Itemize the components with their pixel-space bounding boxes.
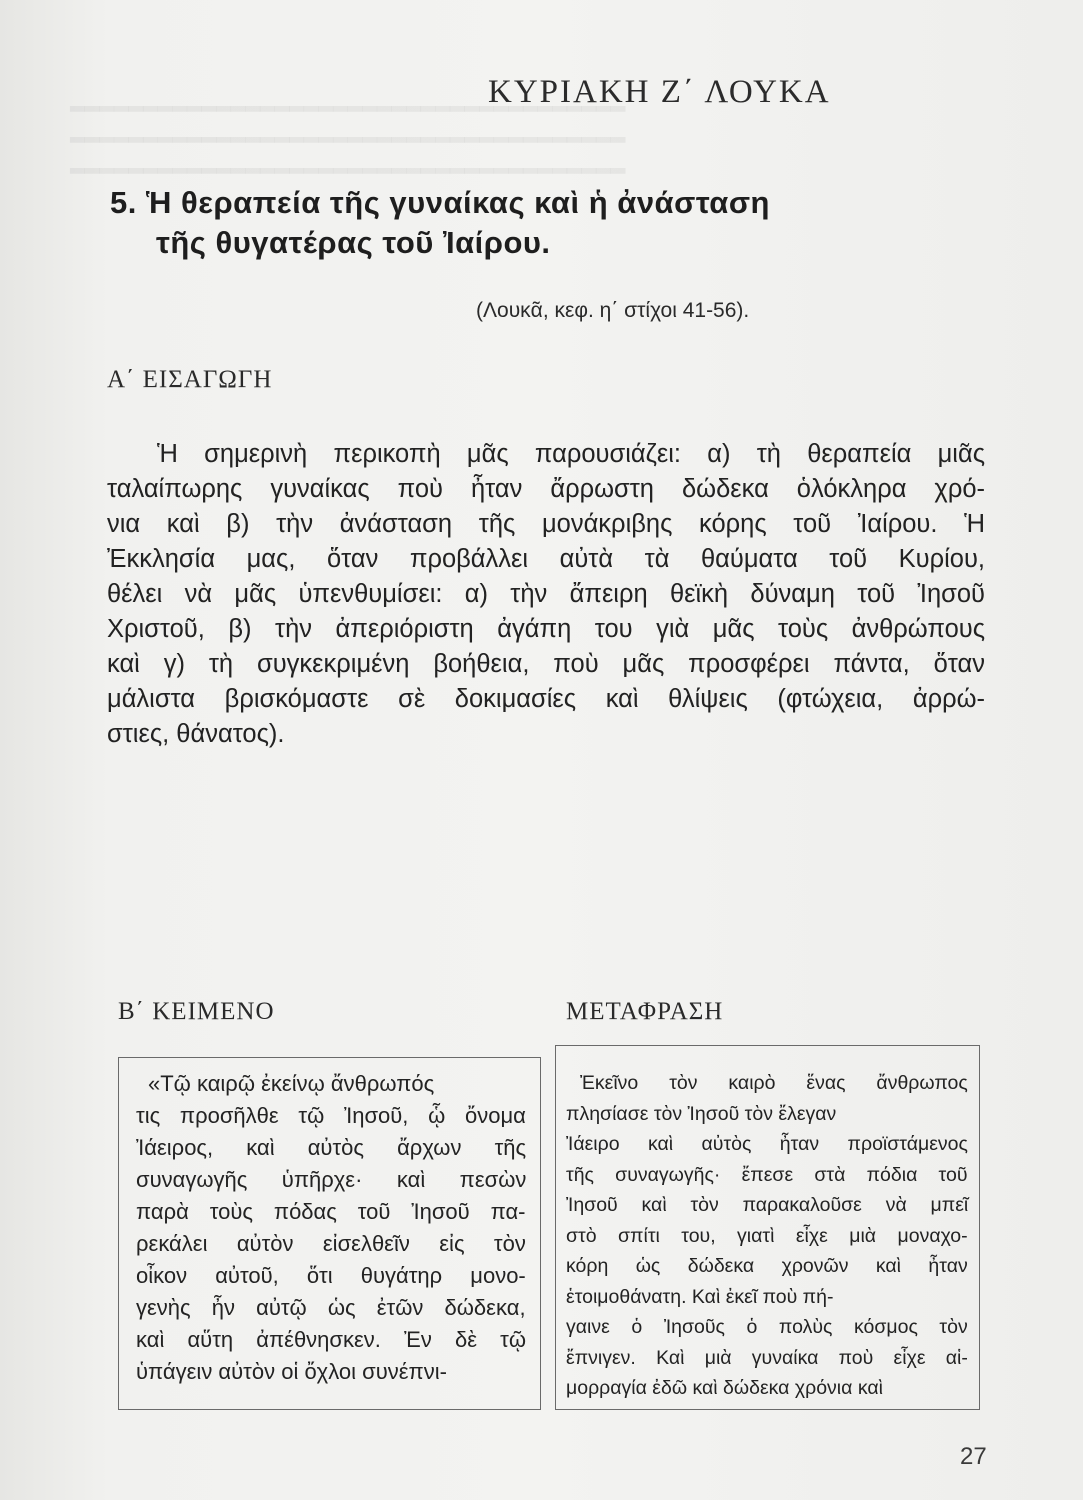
original-line: «Τῷ καιρῷ ἐκείνῳ ἄνθρωπός [148, 1071, 435, 1096]
section-b-heading-translation: ΜΕΤΑΦΡΑΣΗ [566, 998, 724, 1025]
translation-line: ἑτοιμοθάνατη. Καὶ ἐκεῖ ποὺ πή- [566, 1285, 834, 1308]
original-line: γενὴς ἦν αὐτῷ ὡς ἐτῶν δώδεκα, [136, 1295, 526, 1320]
intro-line-text: μάλιστα βρισκόμαστε σὲ δοκιμασίες καὶ θλίψεις (φτώχεια, ἀρρώ- [107, 685, 985, 713]
translation-line: Ἰησοῦ καὶ τὸν παρακαλοῦσε νὰ μπεῖ [566, 1194, 969, 1216]
translation-text-column [566, 1068, 968, 1404]
intro-line [107, 507, 985, 542]
intro-line [107, 437, 985, 472]
running-head: ΚΥΡΙΑΚΗ Ζ΄ ΛΟΥΚΑ [488, 74, 831, 110]
intro-line [107, 577, 985, 612]
section-b-heading-text: Β΄ ΚΕΙΜΕΝΟ [118, 998, 275, 1025]
intro-line-text: καὶ γ) τὴ συγκεκριμένη βοήθεια, ποὺ μᾶς προσφέρει πάντα, ὅταν [107, 650, 985, 678]
intro-line [107, 682, 985, 717]
scripture-reference: (Λουκᾶ, κεφ. η΄ στίχοι 41-56). [476, 299, 750, 322]
translation-line: τῆς συναγωγῆς· ἔπεσε στὰ πόδια τοῦ [566, 1163, 968, 1186]
translation-line: στὸ σπίτι του, γιατὶ εἶχε μιὰ μοναχο- [566, 1224, 968, 1247]
intro-line-text: Ἡ σημερινὴ περικοπὴ μᾶς παρουσιάζει: α) τὴ θεραπεία μιᾶς [157, 440, 985, 468]
original-line: ρεκάλει αὐτὸν εἰσελθεῖν εἰς τὸν [136, 1231, 526, 1256]
translation-line: Ἐκεῖνο τὸν καιρὸ ἕνας ἄνθρωπος [580, 1072, 968, 1094]
intro-line-text: νια καὶ β) τὴν ἀνάσταση τῆς μονάκριβης κόρης τοῦ Ἰαίρου. Ἡ [107, 510, 985, 538]
translation-line: ἔπνιγεν. Καὶ μιὰ γυναίκα ποὺ εἶχε αἱ- [566, 1346, 968, 1369]
original-line: παρὰ τοὺς πόδας τοῦ Ἰησοῦ πα- [136, 1199, 526, 1224]
intro-line-text: Χριστοῦ, β) τὴν ἀπεριόριστη ἀγάπη του γιὰ μᾶς τοὺς ἀνθρώπους [107, 615, 985, 643]
original-line: οἶκον αὐτοῦ, ὅτι θυγάτηρ μονο- [136, 1263, 526, 1288]
intro-line-text: Ἐκκλησία μας, ὅταν προβάλλει αὐτὰ τὰ θαύματα τοῦ Κυρίου, [107, 545, 985, 573]
introduction-paragraph [107, 437, 985, 752]
original-text-column [136, 1068, 526, 1388]
chapter-title [110, 183, 770, 263]
intro-line [107, 542, 985, 577]
chapter-title-line-1: 5. Ἡ θεραπεία τῆς γυναίκας καὶ ἡ ἀνάσταση [110, 185, 770, 220]
intro-line [107, 472, 985, 507]
bleed-through-texture: ▂▂▂▂▂▂▂▂▂▂▂▂▂▂▂▂▂▂▂▂▂▂▂▂▂▂▂▂▂▂▂▂▂▂▂▂▂▂ ▂▂▂▂▂▂▂▂▂▂▂▂▂▂▂▂▂▂▂▂▂▂▂▂▂▂▂▂▂▂▂▂▂▂▂▂▂▂ ▂▂▂▂▂▂▂▂▂▂▂▂▂▂▂▂▂▂▂▂▂▂▂▂▂▂▂▂▂▂▂▂▂▂▂▂▂▂ [70, 90, 626, 174]
chapter-title-line-2: τῆς θυγατέρας τοῦ Ἰαίρου. [156, 225, 551, 260]
intro-line-text: θέλει νὰ μᾶς ὑπενθυμίσει: α) τὴν ἄπειρη θεϊκὴ δύναμη τοῦ Ἰησοῦ [107, 580, 985, 608]
intro-line [107, 717, 985, 752]
intro-line-text: στιες, θάνατος). [107, 720, 285, 748]
original-line: συναγωγῆς ὑπῆρχε· καὶ πεσὼν [136, 1167, 527, 1192]
translation-line: μορραγία ἐδῶ καὶ δώδεκα χρόνια καὶ [566, 1377, 883, 1399]
intro-line-text: ταλαίπωρης γυναίκας ποὺ ἦταν ἄρρωστη δώδεκα ὁλόκληρα χρό- [107, 475, 985, 503]
intro-line [107, 647, 985, 682]
translation-line: κόρη ὡς δώδεκα χρονῶν καὶ ἦταν [566, 1255, 968, 1277]
original-line: καὶ αὕτη ἀπέθνησκεν. Ἐν δὲ τῷ [136, 1327, 526, 1352]
translation-line: γαινε ὁ Ἰησοῦς ὁ πολὺς κόσμος τὸν [566, 1316, 968, 1338]
page-number: 27 [960, 1443, 987, 1470]
section-a-heading: Α΄ ΕΙΣΑΓΩΓΗ [107, 366, 273, 393]
original-line: Ἰάειρος, καὶ αὐτὸς ἄρχων τῆς [136, 1135, 527, 1160]
original-line: τις προσῆλθε τῷ Ἰησοῦ, ᾧ ὄνομα [136, 1103, 526, 1128]
intro-line [107, 612, 985, 647]
translation-line: πλησίασε τὸν Ἰησοῦ τὸν ἔλεγαν [566, 1102, 837, 1125]
translation-line: Ἰάειρο καὶ αὐτὸς ἦταν προϊστάμενος [566, 1133, 968, 1155]
original-line: ὑπάγειν αὐτὸν οἱ ὄχλοι συνέπνι- [136, 1359, 447, 1384]
